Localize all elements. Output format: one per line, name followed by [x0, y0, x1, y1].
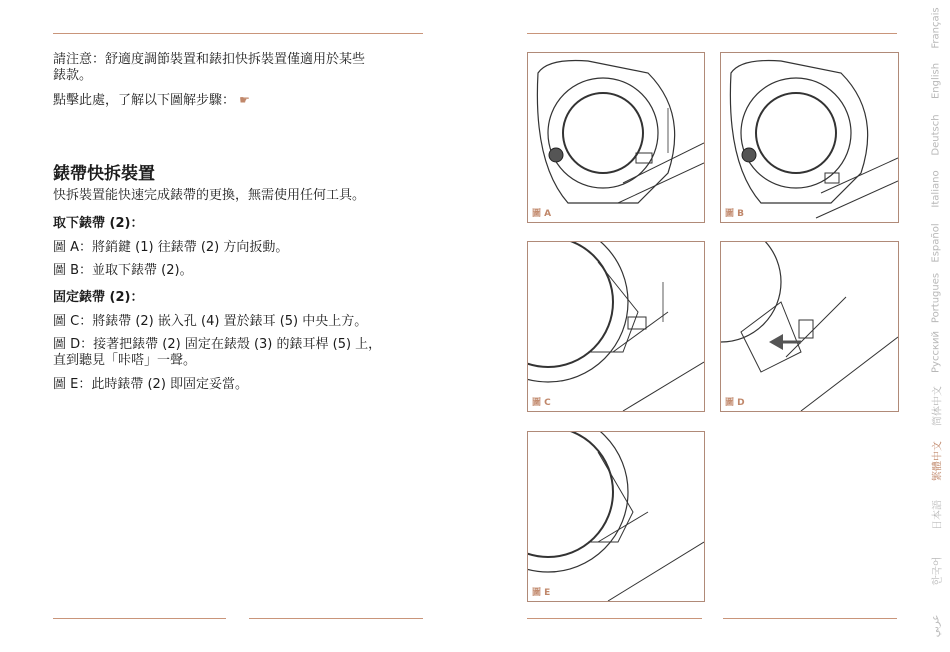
figure-e-label: 圖 E [532, 588, 551, 598]
figure-b [720, 52, 899, 223]
top-rule-right [527, 33, 897, 34]
lang-tab-english[interactable]: English [930, 62, 942, 100]
lang-tab-francais[interactable]: Français [930, 7, 942, 49]
remove-step-b: 圖 B：並取下錶帶 (2)。 [53, 263, 193, 278]
remove-strap-heading: 取下錶帶 (2)： [53, 216, 144, 231]
top-rule-left [53, 33, 423, 34]
click-here-text: 點擊此處，了解以下圖解步驟： [53, 93, 236, 108]
figure-e [527, 431, 705, 602]
figure-a [527, 52, 705, 223]
lang-tab-italiano[interactable]: Italiano [930, 170, 942, 208]
lang-tab-russkiy[interactable]: Русский [930, 331, 942, 373]
bottom-rule-left-2 [249, 618, 423, 619]
figure-d-illustration [721, 242, 898, 411]
lang-tab-deutsch[interactable]: Deutsch [930, 114, 942, 156]
figure-e-illustration [528, 432, 704, 601]
section-title: 錶帶快拆裝置 [53, 164, 155, 184]
click-here-link[interactable] [53, 91, 250, 110]
lang-tab-portugues[interactable]: Portugues [930, 272, 942, 324]
figure-c [527, 241, 705, 412]
remove-step-a: 圖 A：將銷鍵 (1) 往錶帶 (2) 方向扳動。 [53, 240, 289, 255]
note-line-2: 錶款。 [53, 68, 93, 83]
lang-tab-arabic[interactable]: عربي [930, 614, 942, 638]
figure-d [720, 241, 899, 412]
lang-tab-korean[interactable]: 한국어 [932, 556, 944, 586]
pointing-hand-icon[interactable]: ☛ [239, 93, 250, 107]
attach-step-d: 圖 D：接著把錶帶 (2) 固定在錶殼 (3) 的錶耳桿 (5) 上， [53, 337, 382, 352]
bottom-rule-left-1 [53, 618, 226, 619]
attach-step-e: 圖 E：此時錶帶 (2) 即固定妥當。 [53, 377, 249, 392]
lang-tab-traditional-chinese[interactable]: 繁體中文 [932, 441, 944, 481]
section-intro: 快拆裝置能快速完成錶帶的更換，無需使用任何工具。 [53, 188, 366, 203]
attach-step-c: 圖 C：將錶帶 (2) 嵌入孔 (4) 置於錶耳 (5) 中央上方。 [53, 314, 368, 329]
figure-a-illustration [528, 53, 704, 222]
bottom-rule-right-1 [527, 618, 702, 619]
attach-strap-heading: 固定錶帶 (2)： [53, 290, 144, 305]
figure-d-label: 圖 D [725, 398, 745, 408]
figure-c-label: 圖 C [532, 398, 551, 408]
attach-step-d-cont: 直到聽見「咔嗒」一聲。 [53, 353, 197, 368]
figure-a-label: 圖 A [532, 209, 552, 219]
figure-c-illustration [528, 242, 704, 411]
lang-tab-japanese[interactable]: 日本語 [932, 500, 944, 530]
note-line-1: 請注意：舒適度調節裝置和錶扣快拆裝置僅適用於某些 [53, 52, 366, 67]
bottom-rule-right-2 [723, 618, 897, 619]
figure-b-label: 圖 B [725, 209, 744, 219]
lang-tab-espanol[interactable]: Español [930, 223, 942, 263]
figure-b-illustration [721, 53, 898, 222]
lang-tab-simplified-chinese[interactable]: 简体中文 [932, 386, 944, 426]
